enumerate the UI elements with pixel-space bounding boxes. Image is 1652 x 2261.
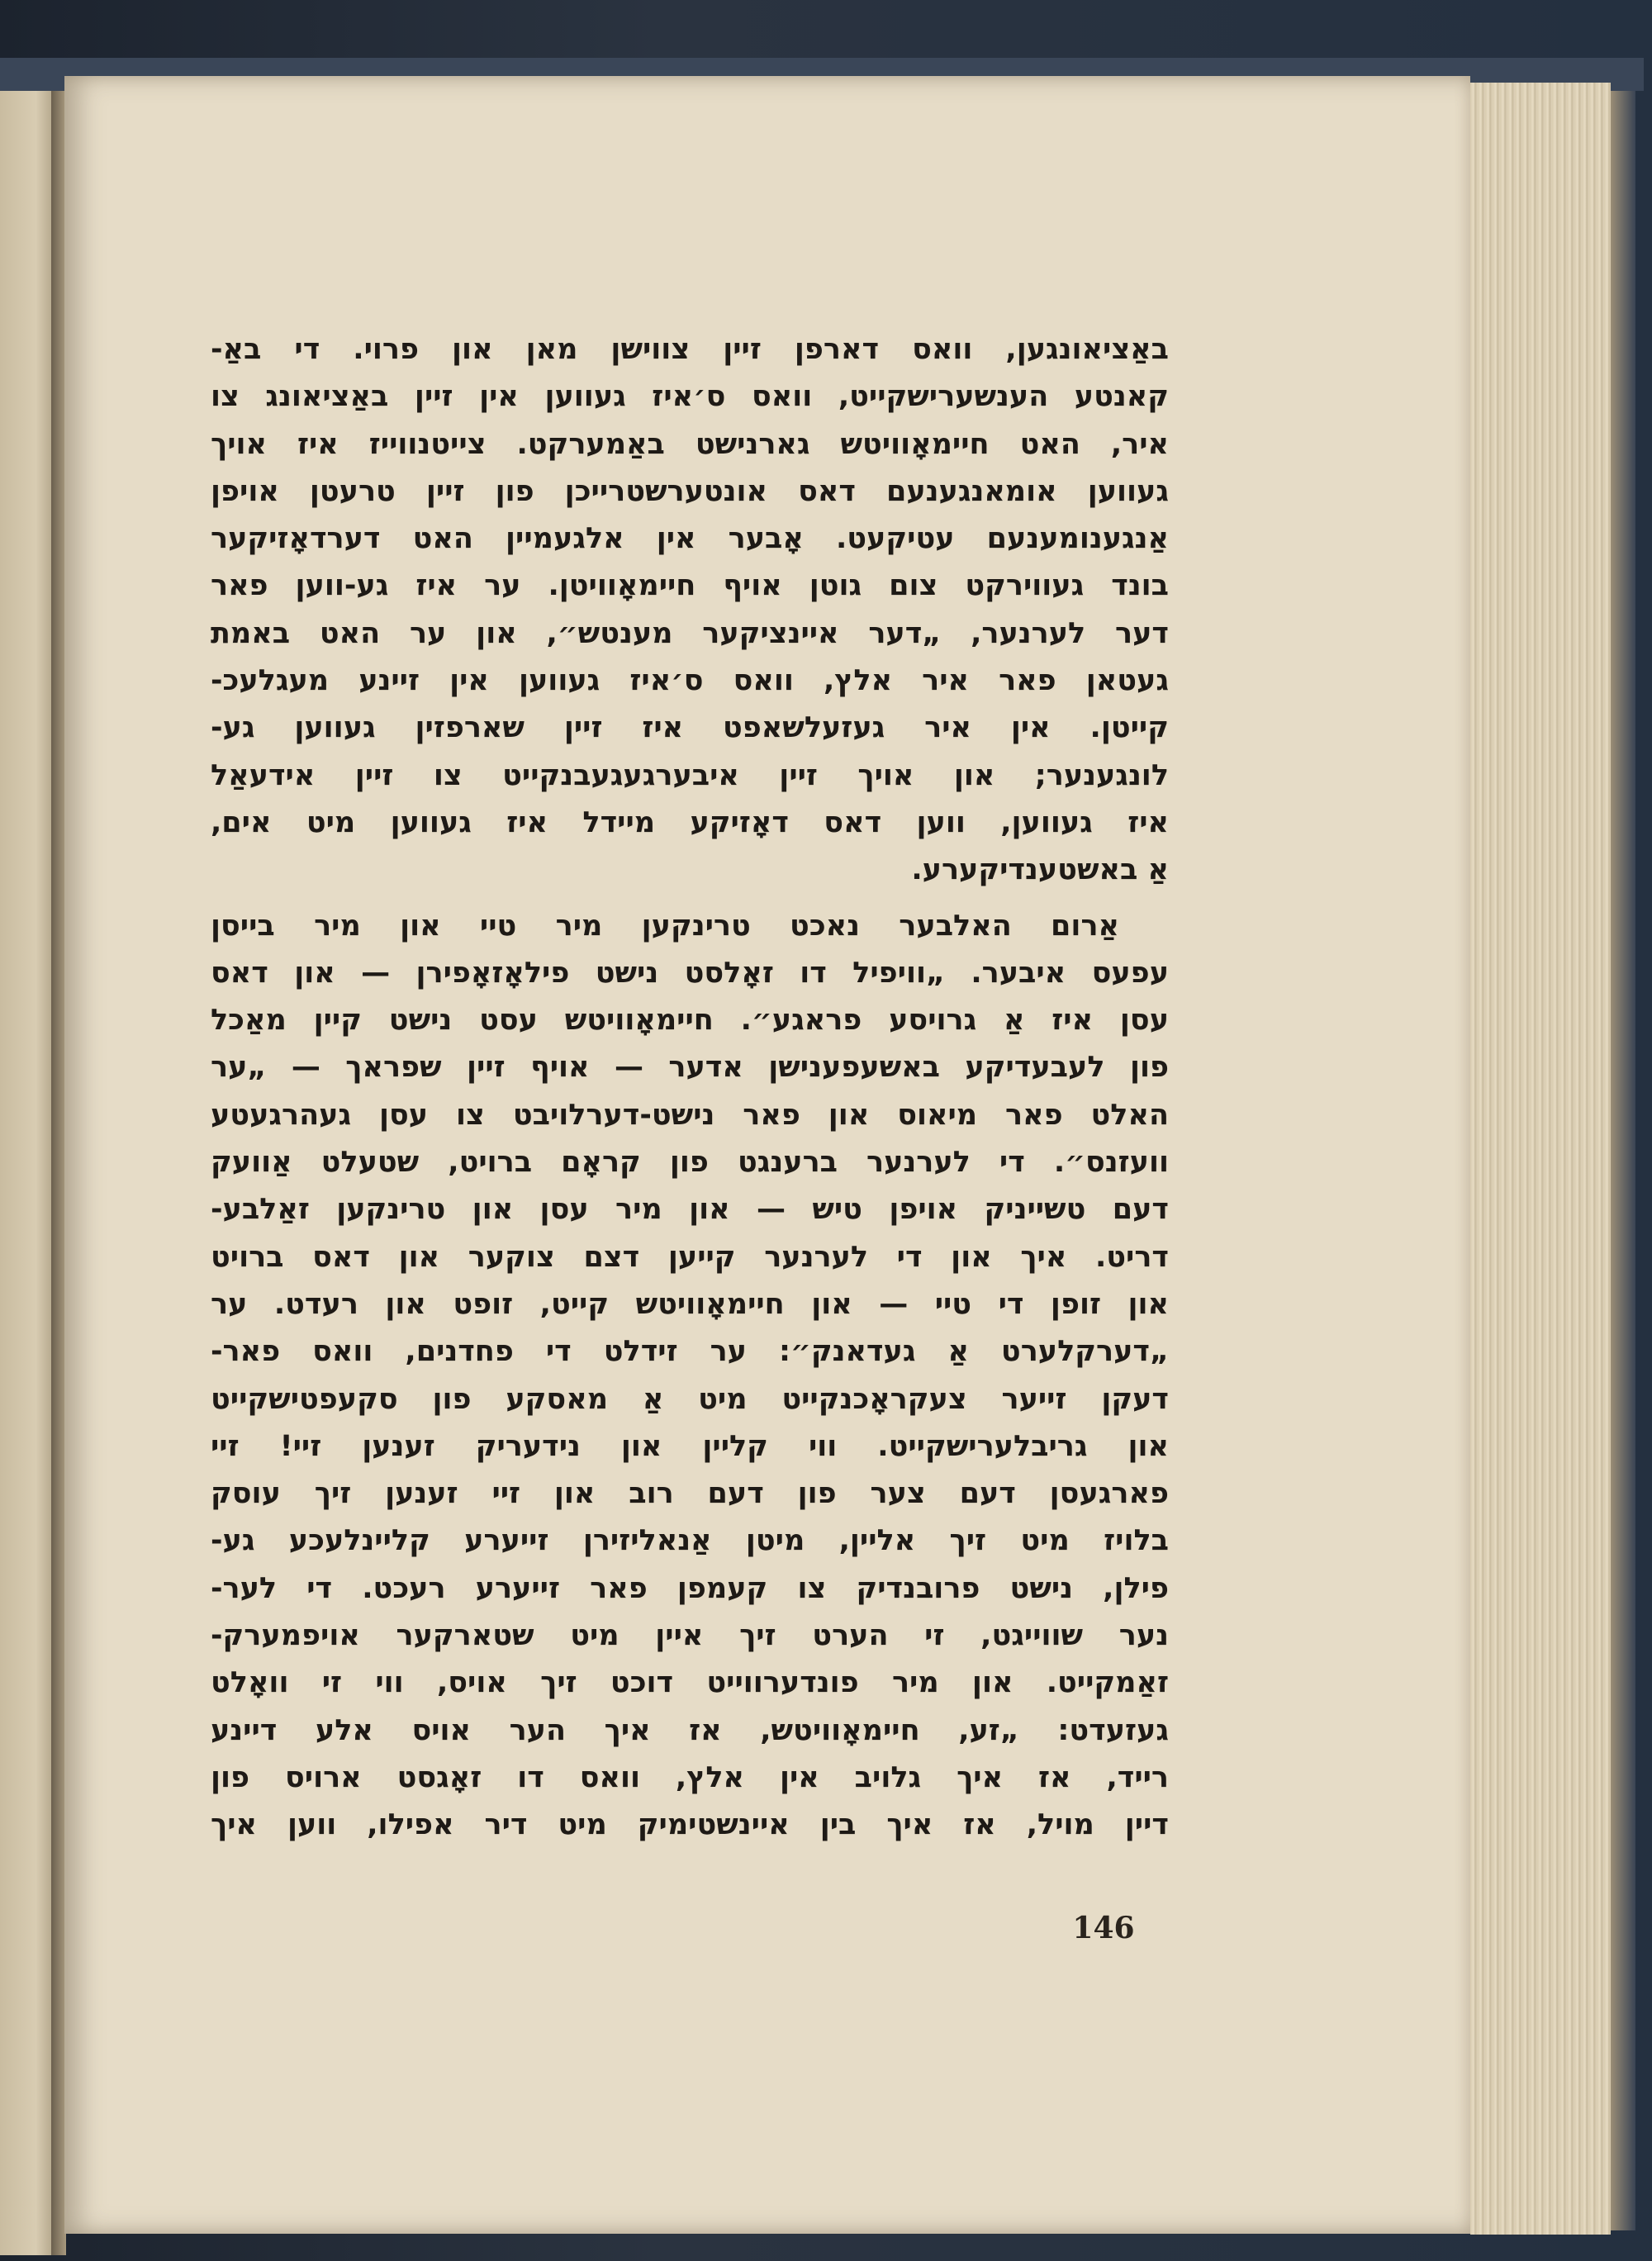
- text-line: אַ באשטענדיקערע.: [911, 853, 1169, 887]
- text-line: קייטן. אין איר געזעלשאפט איז זיין שארפזין געווען גע-: [211, 711, 1169, 745]
- text-line: באַציאונגען, וואס דארפן זיין צווישן מאן און פרוי. די באַ-: [211, 333, 1169, 366]
- text-line: קאנטע הענשערישקייט, וואס ס׳איז געווען אין זיין באַציאונג צו: [211, 380, 1169, 414]
- page-edge-shadow: [1611, 91, 1635, 2230]
- text-line: פילן, נישט פרובנדיק צו קעמפן פאר זייערע רעכט. די לער-: [211, 1571, 1169, 1605]
- text-line: פארגעסן דעם צער פון דעם רוב און זיי זענען זיך עוסק: [211, 1477, 1169, 1511]
- text-line: וועזנס״. די לערנער ברענגט פון קראָם ברויט, שטעלט אַוועק: [211, 1146, 1169, 1180]
- text-line: איז געווען, ווען דאס דאָזיקע מיידל איז געווען מיט אים,: [211, 805, 1169, 839]
- text-line: עפעס איבער. „וויפיל דו זאָלסט נישט פילאָזאָפירן — און דאס: [211, 956, 1169, 990]
- text-line: האלט פאר מיאוס און פאר נישט-דערלויבט צו עסן געהרגעטע: [211, 1098, 1169, 1132]
- text-line: דריט. איך און די לערנער קייען דצם צוקער און דאס ברויט: [211, 1240, 1169, 1274]
- text-line: רייד, אז איך גלויב אין אלץ, וואס דו זאָגסט ארויס פון: [211, 1760, 1169, 1794]
- text-line: זאַמקייט. און מיר פונדערווייט דוכט זיך אויס, ווי זי וואָלט: [211, 1666, 1169, 1700]
- left-page-edge: [0, 91, 51, 2255]
- text-line: בלויז מיט זיך אליין, מיטן אַנאליזירן זייערע קליינלעכע גע-: [211, 1524, 1169, 1558]
- text-line: אַרום האלבער נאכט טרינקען מיר טיי און מיר בייסן: [211, 909, 1119, 943]
- text-line: דיין מויל, אז איך בין איינשטימיק מיט דיר אפילו, ווען איך: [211, 1808, 1169, 1842]
- text-line: אַנגענומענעם עטיקעט. אָבער אין אלגעמיין האט דערדאָזיקער: [211, 522, 1169, 556]
- text-line: נער שווייגט, זי הערט זיך איין מיט שטארקער אויפמערק-: [211, 1619, 1169, 1653]
- text-line: בונד געווירקט צום גוטן אויף חיימאָוויטן. ער איז גע-ווען פאר: [211, 569, 1169, 603]
- text-line: און גריבלערישקייט. ווי קליין און נידעריק זענען זיי! זיי: [211, 1429, 1169, 1463]
- text-line: דעקן זייער צעקראָכנקייט מיט אַ מאסקע פון סקעפטישקייט: [211, 1382, 1169, 1416]
- text-line: איר, האט חיימאָוויטש גארנישט באַמערקט. צייטנווייז איז אויך: [211, 427, 1169, 461]
- paragraph-2: [211, 903, 1169, 1850]
- page-text: [211, 326, 1169, 1850]
- text-line: געזעדט: „זע, חיימאָוויטש, אז איך הער אויס אלע דיינע: [211, 1713, 1169, 1747]
- page-edges: [1470, 83, 1611, 2235]
- text-line: עסן איז אַ גרויסע פראגע״. חיימאָוויטש עסט נישט קיין מאַכל: [211, 1004, 1169, 1038]
- text-line: לונגענער; און אויך זיין איבערגעגעבנקייט צו זיין אידעאַל: [211, 758, 1169, 792]
- paragraph-1: [211, 326, 1169, 895]
- text-line: געווען אומאנגענעם דאס אונטערשטרייכן פון זיין טרעטן אויפן: [211, 474, 1169, 508]
- text-line: „דערקלערט אַ געדאנק״: ער זידלט די פחדנים, וואס פאר-: [211, 1335, 1169, 1369]
- paragraph-gap: [211, 895, 1169, 903]
- text-line: פון לעבעדיקע באשעפענישן אדער — אויף זיין שפראך — „ער: [211, 1051, 1169, 1085]
- text-line: געטאן פאר איר אלץ, וואס ס׳איז געווען אין זיינע מעגלעכ-: [211, 664, 1169, 698]
- text-line: דער לערנער, „דער איינציקער מענטש״, און ער האט באמת: [211, 616, 1169, 650]
- text-line: און זופן די טיי — און חיימאָוויטש קייט, זופט און רעדט. ער: [211, 1287, 1169, 1321]
- text-line: דעם טשייניק אויפן טיש — און מיר עסן און טרינקען זאַלבע-: [211, 1193, 1169, 1227]
- page-number: 146: [1072, 1911, 1135, 1945]
